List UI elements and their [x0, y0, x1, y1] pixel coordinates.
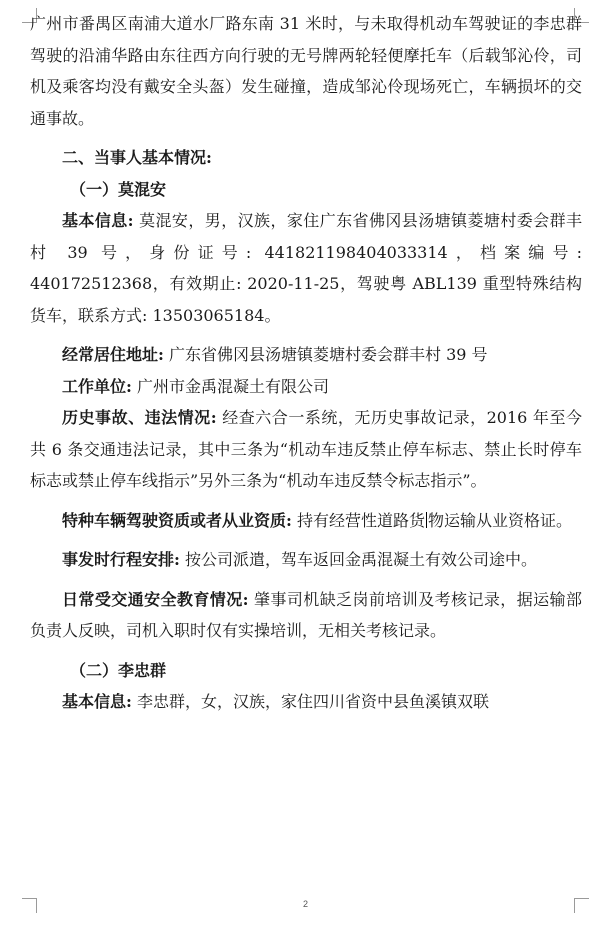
address-text: 广东省佛冈县汤塘镇菱塘村委会群丰村 39 号 [163, 345, 488, 364]
text-cursor [426, 512, 427, 528]
workplace-text: 广州市金禹混凝土有限公司 [131, 376, 330, 396]
education-label: 日常受交通安全教育情况: [62, 589, 249, 609]
basic-info-label: 基本信息: [62, 211, 134, 230]
history-text: 经查六合一系统，无历史事故记录，2016 年至今共 6 条交通违法记录，其中三条为“机动车违反禁止停车标志、禁止长时停车标志或禁止停车线指示”另外三条为“机动车违反禁令标志指示”。 [30, 408, 582, 490]
trip-text: 按公司派遣，驾车返回金禹混凝土有效公司途中。 [179, 550, 538, 569]
person1-workplace [30, 371, 582, 403]
person1-address [30, 339, 582, 371]
person1-history [30, 402, 582, 497]
person2-heading: （二）李忠群 [70, 660, 167, 680]
address-label: 经常居住地址: [62, 345, 164, 364]
trip-label: 事发时行程安排: [62, 550, 180, 569]
page-number: 2 [302, 899, 308, 909]
basic-info-text-2: 李忠群，女，汉族，家住四川省资中县鱼溪镇双联 [131, 692, 490, 711]
education-text: 肇事司机缺乏岗前培训及考核记录，据运输部负责人反映，司机入职时仅有实操培训，无相关考核记录。 [30, 589, 582, 640]
intro-paragraph: 广州市番禺区南浦大道水厂路东南 31 米时，与未取得机动车驾驶证的李忠群驾驶的沿浦华路由东往西方向行驶的无号牌两轮轻便摩托车（后载邹沁伶，司机及乘客均没有戴安全头盔）发生碰撞，造成邹沁伶现场死亡，车辆损坏的交通事故。 [30, 14, 582, 128]
section-heading: 二、当事人基本情况: [62, 148, 212, 167]
qualification-text-part1: 持有经营性道路货 [291, 510, 426, 530]
person1-trip [30, 544, 582, 576]
person1-basic-info [30, 205, 582, 331]
basic-info-label-2: 基本信息: [62, 692, 132, 711]
person1-heading: （一）莫混安 [70, 179, 167, 199]
workplace-label: 工作单位: [62, 376, 132, 396]
basic-info-text: 莫混安，男，汉族，家住广东省佛冈县汤塘镇菱塘村委会群丰村 39 号，身份证号: 441821198404033314，档案编号: 440172512368，有效期止: 2020-11-25，驾驶粤 ABL139 重型特殊结构货车，联系方式: 13503065184。 [30, 211, 582, 325]
history-label: 历史事故、违法情况: [62, 408, 217, 427]
person1-qualification[interactable] [30, 505, 582, 537]
person2-basic-info [30, 686, 582, 718]
qualification-text-part2: 物运输从业资格证。 [428, 510, 573, 530]
person1-education [30, 584, 582, 647]
qualification-label: 特种车辆驾驶资质或者从业资质: [62, 510, 292, 530]
document-body [30, 8, 582, 718]
